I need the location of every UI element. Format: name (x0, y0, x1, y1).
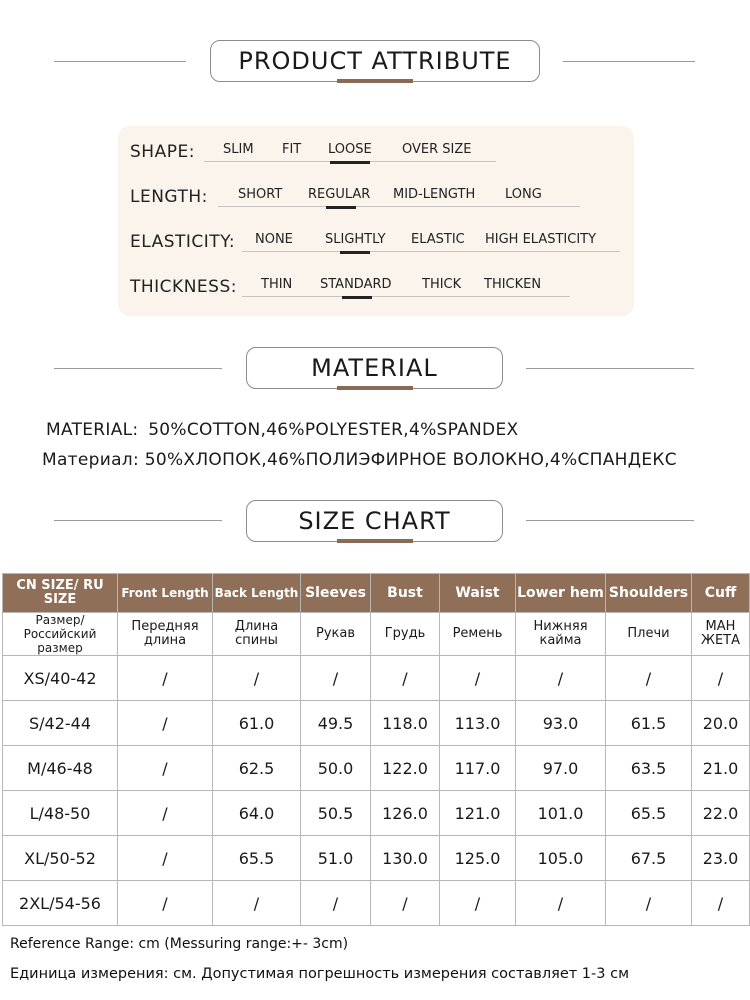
value-cell: 125.0 (440, 836, 516, 881)
value-cell: / (371, 881, 440, 926)
header-row-en (3, 574, 750, 613)
value-cell: 63.5 (606, 746, 692, 791)
value-cell: / (440, 881, 516, 926)
table-row (3, 881, 750, 926)
value-cell: / (516, 656, 606, 701)
value-cell: 121.0 (440, 791, 516, 836)
attr-option: HIGH ELASTICITY (485, 232, 597, 247)
value-cell: 67.5 (606, 836, 692, 881)
value-cell: 97.0 (516, 746, 606, 791)
header-cell: Передняя длина (118, 613, 213, 656)
header-cell: Waist (440, 574, 516, 613)
attr-option-selected: STANDARD (320, 277, 392, 292)
heading-underbar (337, 539, 413, 543)
value-cell: 93.0 (516, 701, 606, 746)
value-cell: 22.0 (692, 791, 750, 836)
value-cell: / (692, 656, 750, 701)
value-cell: 101.0 (516, 791, 606, 836)
value-cell: 21.0 (692, 746, 750, 791)
value-cell: / (516, 881, 606, 926)
divider-right (526, 520, 694, 521)
header-cell: Lower hem (516, 574, 606, 613)
material-heading (246, 347, 503, 389)
value-cell: 51.0 (301, 836, 371, 881)
value-cell: 64.0 (213, 791, 301, 836)
header-cell: CN SIZE/ RU SIZE (3, 574, 118, 613)
value-cell: / (213, 656, 301, 701)
value-cell: 117.0 (440, 746, 516, 791)
reference-note-en: Reference Range: cm (Messuring range:+- 3cm) (10, 936, 349, 952)
divider-left (54, 61, 186, 62)
value-cell: / (692, 881, 750, 926)
attr-option: MID-LENGTH (393, 187, 476, 202)
attr-option: NONE (255, 232, 293, 247)
value-cell: 61.0 (213, 701, 301, 746)
attr-option: OVER SIZE (402, 142, 472, 157)
size-cell: M/46-48 (3, 746, 118, 791)
header-cell: Длина спины (213, 613, 301, 656)
value-cell: 62.5 (213, 746, 301, 791)
attr-row-elasticity (118, 228, 634, 268)
material-ru-label: Материал: (42, 450, 139, 470)
value-cell: / (301, 881, 371, 926)
value-cell: 61.5 (606, 701, 692, 746)
heading-underbar (337, 79, 413, 83)
size-table (2, 573, 750, 926)
value-cell: 65.5 (606, 791, 692, 836)
divider-left (54, 520, 222, 521)
value-cell: / (118, 791, 213, 836)
header-cell: Bust (371, 574, 440, 613)
table-row (3, 701, 750, 746)
material-en (46, 420, 518, 440)
size-chart-title: SIZE CHART (298, 507, 451, 535)
attr-option: SHORT (238, 187, 283, 202)
value-cell: / (301, 656, 371, 701)
table-row (3, 791, 750, 836)
material-title: MATERIAL (311, 354, 438, 382)
attr-option: SLIM (223, 142, 254, 157)
material-en-label: MATERIAL: (46, 420, 139, 440)
value-cell: / (213, 881, 301, 926)
header-cell: Cuff (692, 574, 750, 613)
value-cell: / (118, 881, 213, 926)
attr-selected-mark (342, 296, 372, 299)
table-row (3, 656, 750, 701)
attr-line (242, 251, 620, 252)
value-cell: 113.0 (440, 701, 516, 746)
attr-option: LONG (505, 187, 542, 202)
value-cell: / (118, 701, 213, 746)
attr-line (242, 296, 570, 297)
table-row (3, 746, 750, 791)
attr-label: SHAPE: (130, 142, 195, 162)
value-cell: / (118, 746, 213, 791)
value-cell: 65.5 (213, 836, 301, 881)
material-ru-value: 50%ХЛОПОК,46%ПОЛИЭФИРНОЕ ВОЛОКНО,4%СПАНДЕКС (144, 450, 677, 470)
attr-label: LENGTH: (130, 187, 208, 207)
attr-option: ELASTIC (411, 232, 465, 247)
header-row-ru (3, 613, 750, 656)
size-cell: 2XL/54-56 (3, 881, 118, 926)
attr-option: THIN (261, 277, 293, 292)
attr-label: THICKNESS: (130, 277, 237, 297)
value-cell: / (118, 836, 213, 881)
value-cell: / (371, 656, 440, 701)
attr-selected-mark (326, 206, 356, 209)
header-cell: Sleeves (301, 574, 371, 613)
header-cell: Shoulders (606, 574, 692, 613)
value-cell: / (118, 656, 213, 701)
attribute-heading (210, 40, 540, 82)
value-cell: / (606, 656, 692, 701)
attribute-panel (118, 126, 634, 316)
header-cell: Грудь (371, 613, 440, 656)
header-cell: Back Length (213, 574, 301, 613)
value-cell: 20.0 (692, 701, 750, 746)
attr-label: ELASTICITY: (130, 232, 236, 252)
divider-right (563, 61, 695, 62)
material-en-value: 50%COTTON,46%POLYESTER,4%SPANDEX (148, 420, 519, 440)
value-cell: 126.0 (371, 791, 440, 836)
header-cell: Нижняя кайма (516, 613, 606, 656)
size-cell: S/42-44 (3, 701, 118, 746)
header-cell: Ремень (440, 613, 516, 656)
value-cell: 50.5 (301, 791, 371, 836)
attr-selected-mark (340, 251, 370, 254)
value-cell: 122.0 (371, 746, 440, 791)
attr-row-length (118, 183, 634, 223)
value-cell: 130.0 (371, 836, 440, 881)
heading-underbar (337, 386, 413, 390)
attr-option: FIT (282, 142, 302, 157)
attr-row-shape (118, 138, 634, 178)
value-cell: 118.0 (371, 701, 440, 746)
size-cell: XL/50-52 (3, 836, 118, 881)
attr-option: THICK (422, 277, 462, 292)
value-cell: 50.0 (301, 746, 371, 791)
reference-note-ru: Единица измерения: см. Допустимая погрешность измерения составляет 1-3 см (10, 966, 630, 982)
value-cell: 105.0 (516, 836, 606, 881)
header-cell: Размер/ Российский размер (3, 613, 118, 656)
table-row (3, 836, 750, 881)
header-cell: Front Length (118, 574, 213, 613)
divider-right (526, 368, 694, 369)
attr-option-selected: LOOSE (328, 142, 372, 157)
header-cell: МАН ЖЕТА (692, 613, 750, 656)
header-cell: Плечи (606, 613, 692, 656)
value-cell: 23.0 (692, 836, 750, 881)
value-cell: 49.5 (301, 701, 371, 746)
size-cell: XS/40-42 (3, 656, 118, 701)
value-cell: / (606, 881, 692, 926)
attr-option: THICKEN (484, 277, 542, 292)
attr-row-thickness (118, 273, 634, 313)
attr-selected-mark (330, 161, 370, 164)
size-chart-heading (246, 500, 503, 542)
value-cell: / (440, 656, 516, 701)
attr-line (218, 206, 580, 207)
header-cell: Рукав (301, 613, 371, 656)
attr-option-selected: REGULAR (308, 187, 371, 202)
divider-left (54, 368, 222, 369)
material-ru (42, 450, 677, 470)
attribute-title: PRODUCT ATTRIBUTE (238, 47, 512, 75)
attr-option-selected: SLIGHTLY (325, 232, 386, 247)
size-cell: L/48-50 (3, 791, 118, 836)
